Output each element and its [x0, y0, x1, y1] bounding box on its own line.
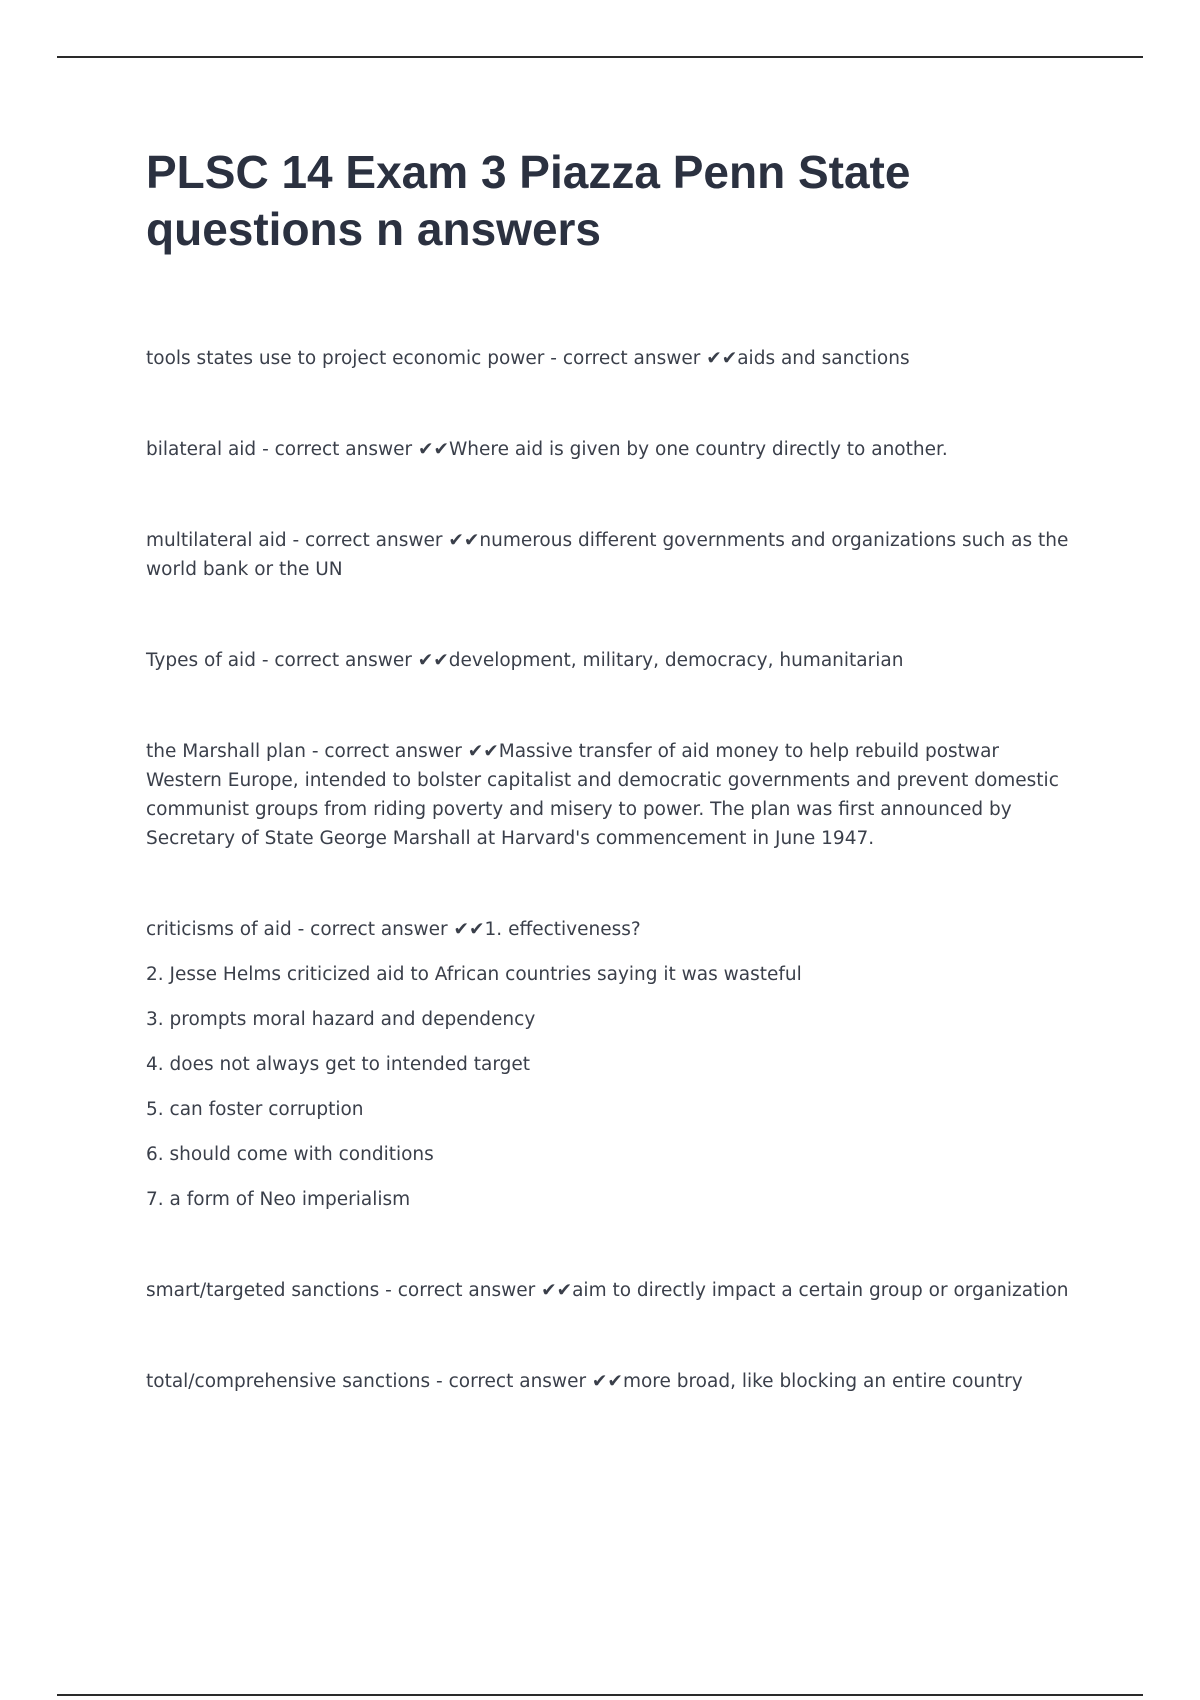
answer: aim to directly impact a certain group or organization [572, 1280, 1069, 1301]
criticism-line: 4. does not always get to intended target [146, 1054, 531, 1075]
answer: more broad, like blocking an entire country [622, 1371, 1023, 1392]
qa-item [146, 526, 1076, 584]
criticism-line: 7. a form of Neo imperialism [146, 1189, 411, 1210]
term: multilateral aid [146, 530, 287, 551]
qa-list [146, 344, 1076, 1458]
term: bilateral aid [146, 439, 257, 460]
qa-item [146, 915, 1076, 1214]
answer: aids and sanctions [737, 348, 910, 369]
qa-line [146, 435, 1076, 464]
separator: - [256, 439, 275, 460]
answer: Where aid is given by one country directly to another. [448, 439, 948, 460]
term: tools states use to project economic power [146, 348, 545, 369]
separator: - [286, 530, 306, 551]
bottom-rule [57, 1694, 1143, 1696]
qa-item [146, 435, 1076, 464]
term: the Marshall plan [146, 741, 306, 762]
qa-line [146, 646, 1076, 675]
answer: Massive transfer of aid money to help rebuild postwar Western Europe, intended to bolster capitalist and democratic governments and prevent domestic communist groups from riding poverty and misery to power. The plan was first announced by Secretary of State George Marshall at Harvard's commencement in June 1947. [146, 741, 1059, 849]
term: smart/targeted sanctions [146, 1280, 380, 1301]
qa-item [146, 1367, 1076, 1396]
top-rule [57, 56, 1143, 58]
separator: - [544, 348, 563, 369]
term: Types of aid [146, 650, 256, 671]
answer: numerous different governments and organizations such as the world bank or the UN [146, 530, 1069, 580]
answer-marker: correct answer ✔✔ [310, 919, 485, 940]
answer-marker: correct answer ✔✔ [324, 741, 499, 762]
qa-item [146, 1276, 1076, 1305]
separator: - [305, 741, 325, 762]
qa-line [146, 915, 1076, 944]
qa-line [146, 737, 1076, 853]
answer: development, military, democracy, humanitarian [448, 650, 904, 671]
term: total/comprehensive sanctions [146, 1371, 431, 1392]
criticism-line: 3. prompts moral hazard and dependency [146, 1009, 536, 1030]
separator: - [291, 919, 311, 940]
answer-marker: correct answer ✔✔ [562, 348, 738, 369]
criticism-line: 6. should come with conditions [146, 1144, 434, 1165]
qa-line [146, 526, 1076, 584]
separator: - [430, 1371, 449, 1392]
answer: 1. effectiveness? [484, 919, 641, 940]
qa-item [146, 737, 1076, 853]
answer-marker: correct answer ✔✔ [305, 530, 480, 551]
qa-line [146, 1276, 1076, 1305]
separator: - [379, 1280, 398, 1301]
qa-line [146, 344, 1076, 373]
answer-marker: correct answer ✔✔ [274, 650, 449, 671]
answer-marker: correct answer ✔✔ [274, 439, 449, 460]
qa-item [146, 646, 1076, 675]
answer-marker: correct answer ✔✔ [397, 1280, 573, 1301]
answer-marker: correct answer ✔✔ [448, 1371, 623, 1392]
qa-line [146, 1367, 1076, 1396]
criticism-line: 2. Jesse Helms criticized aid to African countries saying it was wasteful [146, 964, 802, 985]
page-title: PLSC 14 Exam 3 Piazza Penn State questions n answers [146, 146, 911, 255]
separator: - [255, 650, 275, 671]
term: criticisms of aid [146, 919, 292, 940]
criticism-line: 5. can foster corruption [146, 1099, 364, 1120]
qa-item [146, 344, 1076, 373]
